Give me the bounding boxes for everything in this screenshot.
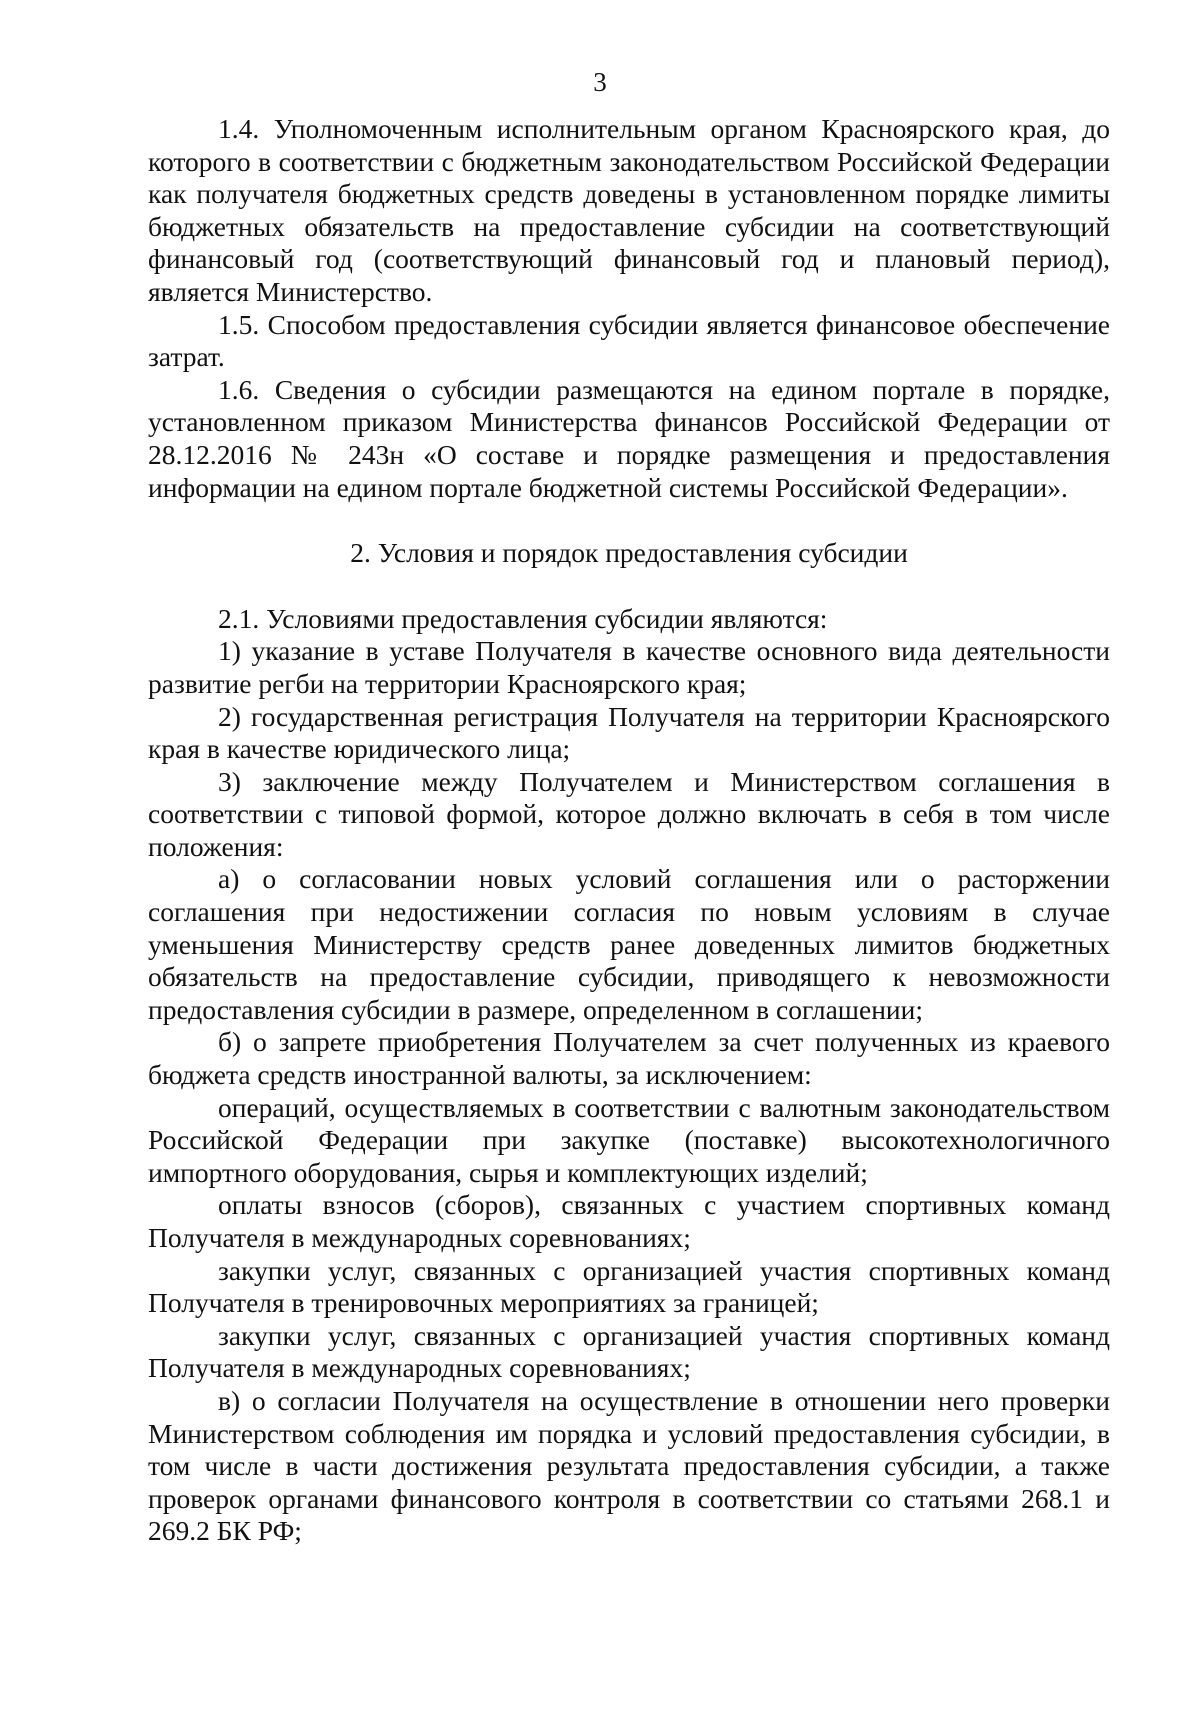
exception-operations: операций, осуществляемых в соответствии с валютным законодательством Российской Федерации при закупке (поставке) высокотехнологичного импортного оборудования, сырья и комплектующих изделий; xyxy=(148,1091,1110,1188)
spacer xyxy=(148,504,1110,537)
list-item-2: 2) государственная регистрация Получателя на территории Красноярского края в качестве юридического лица; xyxy=(148,700,1110,765)
sub-item-v: в) о согласии Получателя на осуществление в отношении него проверки Министерством соблюдения им порядка и условий предоставления субсидии, в том числе в части достижения результата предоставления субсидии, а также проверок органами финансового контроля в соответствии со статьями 268.1 и 269.2 БК РФ; xyxy=(148,1384,1110,1547)
page-number: 3 xyxy=(593,67,607,97)
sub-item-a: а) о согласовании новых условий соглашения или о расторжении соглашения при недостижении согласия по новым условиям в случае уменьшения Министерству средств ранее доведенных лимитов бюджетных обязательств на предоставление субсидии, приводящего к невозможности предоставления субсидии в размере, определенном в соглашении; xyxy=(148,863,1110,1025)
spacer xyxy=(148,570,1110,603)
list-item-3: 3) заключение между Получателем и Министерством соглашения в соответствии с типовой формой, которое должно включать в себя в том числе положения: xyxy=(148,765,1110,862)
paragraph-1-4: 1.4. Уполномоченным исполнительным органом Красноярского края, до которого в соответствии с бюджетным законодательством Российской Федерации как получателя бюджетных средств доведены в установленном порядке лимиты бюджетных обязательств на предоставление субсидии на соответствующий финансовый год (соответствующий финансовый год и плановый период), является Министерство. xyxy=(148,113,1110,307)
exception-training: закупки услуг, связанных с организацией участия спортивных команд Получателя в тренировочных мероприятиях за границей; xyxy=(148,1254,1110,1319)
section-heading: 2. Условия и порядок предоставления субсидии xyxy=(350,537,908,569)
paragraph-1-5: 1.5. Способом предоставления субсидии является финансовое обеспечение затрат. xyxy=(148,308,1110,373)
sub-item-b: б) о запрете приобретения Получателем за счет полученных из краевого бюджета средств иностранной валюты, за исключением: xyxy=(148,1026,1110,1091)
list-item-1: 1) указание в уставе Получателя в качестве основного вида деятельности развитие регби на территории Красноярского края; xyxy=(148,635,1110,699)
exception-competitions: закупки услуг, связанных с организацией участия спортивных команд Получателя в международных соревнованиях; xyxy=(148,1319,1110,1384)
paragraph-2-1: 2.1. Условиями предоставления субсидии являются: xyxy=(218,602,828,634)
document-body xyxy=(148,113,1110,1548)
exception-fees: оплаты взносов (сборов), связанных с участием спортивных команд Получателя в международных соревнованиях; xyxy=(148,1189,1110,1253)
paragraph-1-6: 1.6. Сведения о субсидии размещаются на едином портале в порядке, установленном приказом Министерства финансов Российской Федерации от 28.12.2016 № 243н «О составе и порядке размещения и предоставления информации на едином портале бюджетной системы Российской Федерации». xyxy=(148,373,1110,503)
